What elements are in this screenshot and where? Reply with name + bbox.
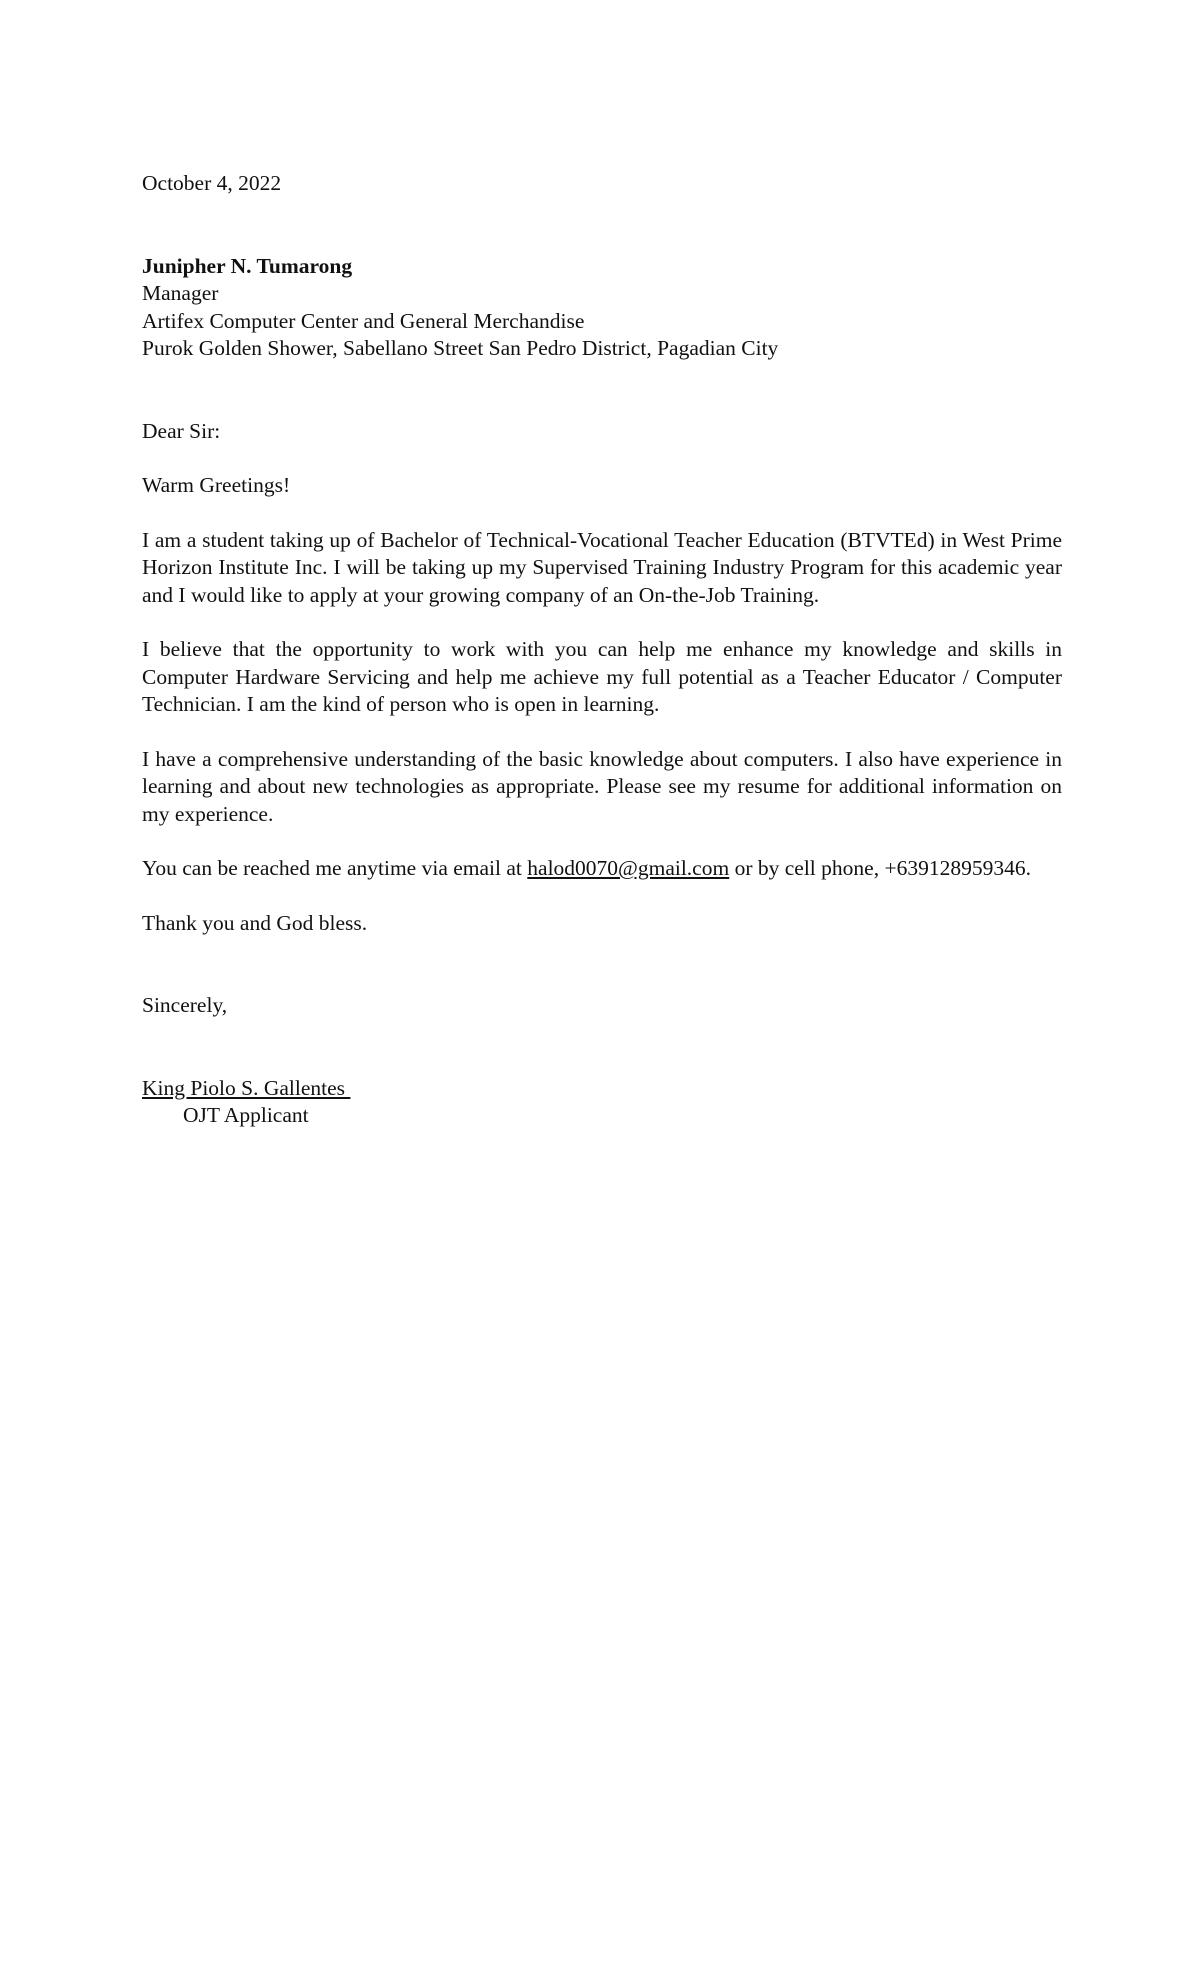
recipient-position: Manager — [142, 281, 219, 305]
body-paragraph-experience: I have a comprehensive understanding of the basic knowledge about computers. I also have experience in learning and about new technologies as appropriate. Please see my resume for additional information on my experience. — [142, 746, 1062, 826]
salutation: Dear Sir: — [142, 418, 221, 443]
greeting: Warm Greetings! — [142, 473, 291, 497]
application-letter — [142, 170, 1062, 1130]
signer-title: OJT Applicant — [183, 1103, 309, 1127]
contact-text-before: You can be reached me anytime via email at — [142, 856, 528, 880]
thanks-line: Thank you and God bless. — [142, 910, 368, 935]
body-paragraph-opportunity: I believe that the opportunity to work with you can help me enhance my knowledge and skills in Computer Hardware Servicing and help me achieve my full potential as a Teacher Educator / Computer Technician. I am the kind of person who is open in learning. — [142, 637, 1062, 716]
closing-line: Sincerely, — [142, 993, 228, 1017]
body-paragraph-intro: I am a student taking up of Bachelor of Technical-Vocational Teacher Education (BTVTEd) in West Prime Horizon Institute Inc. I will be taking up my Supervised Training Industry Program for this academic year and I would like to apply at your growing company of an On-the-Job Training. — [142, 527, 1062, 607]
recipient-block — [142, 253, 1062, 363]
email-link[interactable]: halod0070@gmail.com — [527, 856, 730, 880]
letter-date: October 4, 2022 — [142, 171, 282, 195]
signer-name-line — [142, 1075, 1062, 1103]
contact-paragraph — [142, 855, 1062, 883]
recipient-address: Purok Golden Shower, Sabellano Street San Pedro District, Pagadian City — [142, 336, 779, 360]
signer-name: King Piolo S. Gallentes — [142, 1075, 351, 1100]
signature-block — [142, 1075, 1062, 1130]
recipient-name: Junipher N. Tumarong — [142, 253, 353, 278]
recipient-company: Artifex Computer Center and General Merchandise — [142, 308, 585, 333]
contact-text-after: or by cell phone, +639128959346. — [729, 856, 1031, 880]
